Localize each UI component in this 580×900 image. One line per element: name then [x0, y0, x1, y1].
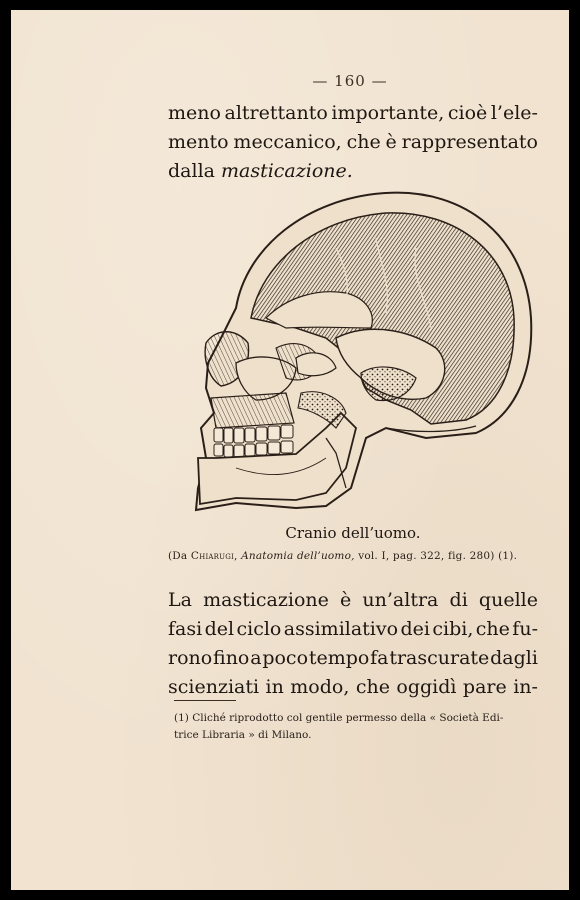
word: scienziati: [168, 676, 260, 698]
word: fasi: [168, 618, 203, 640]
word: quelle: [478, 589, 538, 611]
word: a: [250, 647, 262, 669]
source-rest: vol. I, pag. 322, fig. 280) (1).: [358, 550, 518, 562]
word: tempo: [308, 647, 370, 669]
word: meno: [168, 102, 221, 124]
text-line: [168, 99, 538, 128]
text-line: [168, 615, 538, 644]
word: fa: [370, 647, 389, 669]
word: che: [475, 618, 510, 640]
source-open: (Da: [168, 550, 188, 562]
word: fino: [213, 647, 250, 669]
word: dalla: [168, 160, 215, 182]
word: cibi,: [432, 618, 474, 640]
word: dagli: [490, 647, 538, 669]
source-title: Anatomia dell’uomo,: [241, 550, 355, 562]
text-line: [168, 128, 538, 157]
word: oggidì: [396, 676, 457, 698]
footnote-divider: [174, 700, 236, 701]
italic-word: masticazione.: [220, 160, 353, 182]
word: in-: [513, 676, 538, 698]
skull-illustration: [176, 188, 536, 518]
word: del: [204, 618, 235, 640]
word: pare: [462, 676, 507, 698]
word: importante,: [331, 102, 445, 124]
book-page: [11, 10, 569, 890]
word: l’ele-: [490, 102, 538, 124]
word: poco: [262, 647, 309, 669]
word: masticazione: [203, 589, 329, 611]
word: è: [340, 589, 352, 611]
word: mento: [168, 131, 229, 153]
word: fu-: [512, 618, 538, 640]
word: rappresentato: [401, 131, 538, 153]
word: La: [168, 589, 192, 611]
source-author: Chiarugi,: [190, 550, 238, 562]
figure-source: [168, 550, 548, 562]
word: che: [355, 676, 390, 698]
word: trascurate: [389, 647, 490, 669]
text-line: [168, 673, 538, 702]
word: di: [449, 589, 468, 611]
word: è: [385, 131, 397, 153]
word: meccanico,: [233, 131, 342, 153]
footnote-line: trice Libraria » di Milano.: [174, 729, 312, 741]
figure-caption: Cranio dell’uomo.: [285, 524, 421, 542]
text-line: [168, 644, 538, 673]
word: un’altra: [362, 589, 439, 611]
footnote-line: (1) Cliché riprodotto col gentile permesso della « Società Edi-: [174, 712, 504, 724]
text-line: [168, 157, 538, 186]
word: che: [346, 131, 381, 153]
word: modo,: [290, 676, 350, 698]
word: ciclo: [236, 618, 282, 640]
word: assimilativo: [283, 618, 399, 640]
word: dei: [400, 618, 430, 640]
word: in: [265, 676, 284, 698]
text-line: [168, 586, 538, 615]
word: cioè: [447, 102, 488, 124]
footnote: [174, 710, 539, 744]
word: altrettanto: [224, 102, 328, 124]
bottom-paragraph: [168, 586, 538, 702]
page-number: — 160 —: [312, 72, 388, 90]
word: rono: [168, 647, 213, 669]
top-paragraph: [168, 99, 538, 186]
